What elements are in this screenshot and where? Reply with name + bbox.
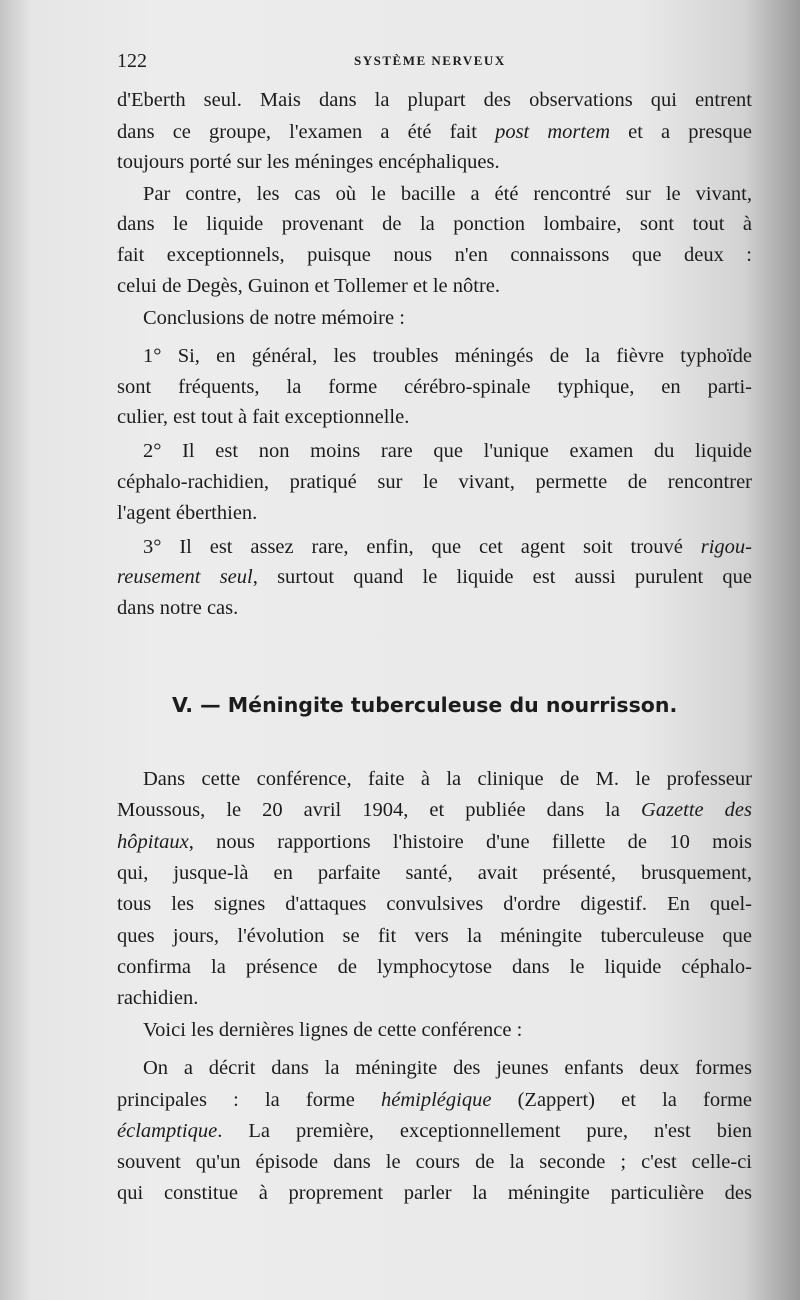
italic-term: hôpitaux <box>117 831 189 853</box>
text-line: rachidien. <box>117 987 199 1009</box>
page-number: 122 <box>117 50 147 72</box>
text-line: On a décrit dans la méningite des jeunes enfants deux formes <box>143 1057 752 1079</box>
text-line: dans notre cas. <box>117 597 239 619</box>
text-line: confirma la présence de lymphocytose dans le liquide céphalo- <box>117 956 752 978</box>
text-line: dans ce groupe, l'examen a été fait post mortem et a presque <box>117 121 752 143</box>
italic-term: rigou- <box>700 536 752 558</box>
section-heading: V. — Méningite tuberculeuse du nourrisson. <box>172 693 678 717</box>
text-line: reusement seul, surtout quand le liquide est aussi purulent que <box>117 566 753 588</box>
text-line: l'agent éberthien. <box>117 502 258 524</box>
text-line: Par contre, les cas où le bacille a été rencontré sur le vivant, <box>143 183 752 205</box>
list-item-3: 3° Il est assez rare, enfin, que cet agent soit trouvé rigou- <box>143 536 752 558</box>
text-line: celui de Degès, Guinon et Tollemer et le nôtre. <box>117 275 501 297</box>
text-line: céphalo-rachidien, pratiqué sur le vivant, permette de rencontrer <box>117 471 752 493</box>
text-line: sont fréquents, la forme cérébro-spinale typhique, en parti- <box>117 376 752 398</box>
italic-term: reusement seul <box>117 566 253 588</box>
running-head: SYSTÈME NERVEUX <box>354 53 506 68</box>
italic-term: post mortem <box>495 121 610 143</box>
text-line: Voici les dernières lignes de cette conférence : <box>143 1019 523 1041</box>
italic-term: Gazette des <box>641 799 752 821</box>
text-line: éclamptique. La première, exceptionnellement pure, n'est bien <box>117 1120 752 1142</box>
list-item-1: 1° Si, en général, les troubles méningés de la fièvre typhoïde <box>143 345 752 367</box>
text-line: d'Eberth seul. Mais dans la plupart des observations qui entrent <box>117 89 752 111</box>
text-line: qui constitue à proprement parler la méningite particulière des <box>117 1182 752 1204</box>
text-line: toujours porté sur les méninges encéphaliques. <box>117 151 500 173</box>
text-line: principales : la forme hémiplégique (Zappert) et la forme <box>117 1089 752 1111</box>
text-line: fait exceptionnels, puisque nous n'en connaissons que deux : <box>117 244 752 266</box>
text-line: hôpitaux, nous rapportions l'histoire d'une fillette de 10 mois <box>117 831 752 853</box>
text-line: dans le liquide provenant de la ponction lombaire, sont tout à <box>117 213 752 235</box>
text-line: tous les signes d'attaques convulsives d'ordre digestif. En quel- <box>117 893 752 915</box>
italic-term: hémiplégique <box>381 1089 492 1111</box>
text-line: Moussous, le 20 avril 1904, et publiée dans la Gazette des <box>117 799 752 821</box>
list-item-2: 2° Il est non moins rare que l'unique examen du liquide <box>143 440 752 462</box>
italic-term: éclamptique <box>117 1120 218 1142</box>
text-line: Conclusions de notre mémoire : <box>143 307 405 329</box>
text-line: qui, jusque-là en parfaite santé, avait présenté, brusquement, <box>117 862 752 884</box>
text-line: Dans cette conférence, faite à la clinique de M. le professeur <box>143 768 752 790</box>
page-header <box>117 50 752 74</box>
text-line: souvent qu'un épisode dans le cours de la seconde ; c'est celle-ci <box>117 1151 752 1173</box>
text-line: culier, est tout à fait exceptionnelle. <box>117 406 410 428</box>
text-line: ques jours, l'évolution se fit vers la méningite tuberculeuse que <box>117 925 752 947</box>
